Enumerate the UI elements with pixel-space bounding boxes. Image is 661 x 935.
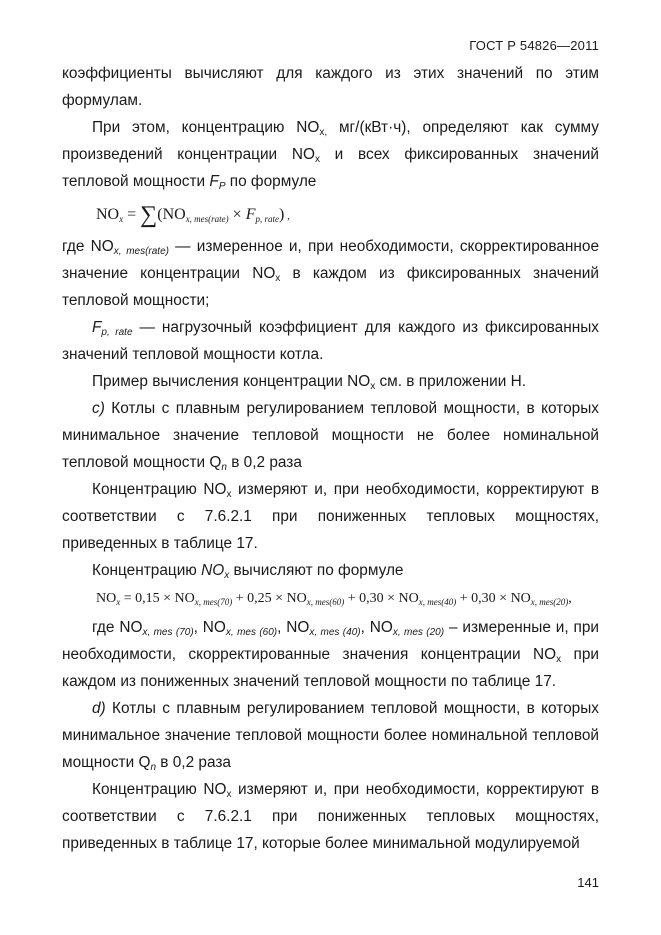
paragraph-where-measured: где $NO_{x, mes(rate)}$ — измеренное и, при необходимости, скорректированное значение концентрации $NO_x$ в каждом из фиксированных значений тепловой мощности; <box>62 238 600 309</box>
standard-header: ГОСТ Р 54826—2011 <box>469 38 599 53</box>
paragraph-case-c-calc: Концентрацию $NO_x$ вычисляют по формуле <box>92 562 404 581</box>
paragraph-nox-sum: При этом, концентрацию $NO_{x,}$ мг/(кВт·ч), определяют как сумму произведений концентрации $NO_x$ и всех фиксированных значений тепловой мощности $F_P$ по формуле <box>62 119 600 192</box>
formula-nox-sum: $NO_x = \sum(NO_{x, mes(rate)} \times F_{p, rate})$ , <box>96 202 290 228</box>
paragraph-case-d-measure: Концентрацию $NO_x$ измеряют и, при необходимости, корректируют в соответствии с 7.6.2.1 при пониженных тепловых мощностях, приведенных в таблице 17, которые более минимальной модулируемой <box>62 781 599 852</box>
paragraph-load-factor: $F_{p, rate}$ — нагрузочный коэффициент для каждого из фиксированных значений тепловой мощности котла. <box>62 319 599 363</box>
paragraph-coefficients: коэффициенты вычисляют для каждого из этих значений по этим формулам. <box>62 65 599 109</box>
sigma-symbol: ∑ <box>140 202 158 228</box>
paragraph-case-c: c) Котлы с плавным регулированием тепловой мощности, в которых минимальное значение тепловой мощности не более номинальной тепловой мощности $Q_n$ в 0,2 раза <box>62 400 599 473</box>
document-body <box>62 60 599 857</box>
paragraph-case-d: d) Котлы с плавным регулированием тепловой мощности, в которых минимальное значение тепловой мощности более номинальной тепловой мощности $Q_n$ в 0,2 раза <box>62 700 599 773</box>
formula-nox-weighted: $NO_x = 0,15 \times NO_{x, mes(70)} + 0,25 \times NO_{x, mes(60)} + 0,30 \times NO_{x, mes(40)} + 0,30 \times NO_{x, mes(20)}$, <box>96 591 572 607</box>
paragraph-case-c-measure: Концентрацию $NO_x$ измеряют и, при необходимости, корректируют в соответствии с 7.6.2.1 при пониженных тепловых мощностях, приведенных в таблице 17. <box>62 481 599 552</box>
paragraph-example-ref: Пример вычисления концентрации $NO_x$ см. в приложении Н. <box>92 373 527 392</box>
paragraph-where-measured-values: где $NO_{x, mes (70)}$, $NO_{x, mes (60)}$, $NO_{x, mes (40)}$, $NO_{x, mes (20)}$ – измеренные и, при необходимости, скорректированные значения концентрации $NO_x$ при каждом из пониженных значений тепловой мощности по таблице 17. <box>62 619 600 690</box>
page-number: 141 <box>577 875 599 890</box>
